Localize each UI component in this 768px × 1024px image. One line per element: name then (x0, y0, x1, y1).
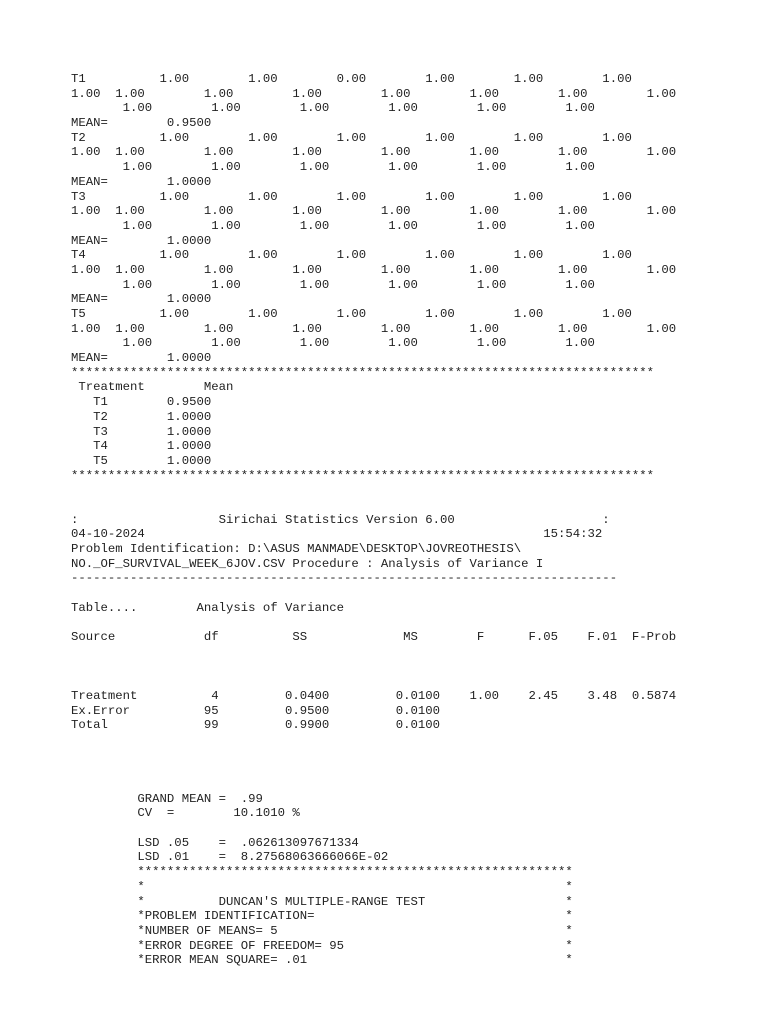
output-line: T5 1.0000 (71, 453, 212, 468)
output-line (71, 733, 751, 748)
output-line (71, 615, 751, 630)
output-line: 1.00 1.00 1.00 1.00 1.00 1.00 (71, 277, 595, 292)
output-line: Problem Identification: D:\ASUS MANMADE\DESKTOP\JOVREOTHESIS\ (71, 542, 522, 556)
output-line (71, 821, 751, 836)
output-line: 1.00 1.00 1.00 1.00 1.00 1.00 (71, 160, 595, 175)
output-line: 1.00 1.00 1.00 1.00 1.00 1.00 (71, 101, 595, 116)
output-line: * * (71, 879, 573, 894)
output-line (71, 483, 751, 498)
output-line: LSD .01 = 8.27568063666066E-02 (71, 850, 389, 865)
output-line: 1.00 1.00 1.00 1.00 1.00 1.00 1.00 1.00 (71, 86, 677, 101)
output-line: T4 1.0000 (71, 439, 212, 454)
output-line: * DUNCAN'S MULTIPLE-RANGE TEST * (71, 894, 573, 909)
output-line: 1.00 1.00 1.00 1.00 1.00 1.00 1.00 1.00 (71, 262, 677, 277)
output-line: NO._OF_SURVIVAL_WEEK_6JOV.CSV Procedure : Analysis of Variance I (71, 556, 544, 571)
output-line: 1.00 1.00 1.00 1.00 1.00 1.00 (71, 218, 595, 233)
output-line: Table.... Analysis of Variance (71, 600, 345, 615)
output-line: T3 1.0000 (71, 424, 212, 439)
output-line: T1 1.00 1.00 0.00 1.00 1.00 1.00 (71, 72, 632, 86)
output-line: *PROBLEM IDENTIFICATION= * (71, 909, 573, 924)
output-line: Ex.Error 95 0.9500 0.0100 (71, 703, 440, 718)
output-line: *ERROR DEGREE OF FREEDOM= 95 * (71, 938, 573, 953)
output-line: Source df SS MS F F.05 F.01 F-Prob (71, 630, 677, 645)
output-line: Treatment 4 0.0400 0.0100 1.00 2.45 3.48 0.5874 (71, 688, 677, 703)
output-line: MEAN= 1.0000 (71, 174, 212, 189)
output-line (71, 660, 751, 675)
output-line: T2 1.0000 (71, 409, 212, 424)
output-line: MEAN= 1.0000 (71, 351, 212, 366)
output-line: CV = 10.1010 % (71, 806, 300, 821)
statistics-output-document (71, 72, 751, 968)
output-line: T1 0.9500 (71, 395, 212, 410)
output-line: *NUMBER OF MEANS= 5 * (71, 923, 573, 938)
output-line: T5 1.00 1.00 1.00 1.00 1.00 1.00 (71, 307, 632, 321)
output-line (71, 674, 751, 689)
output-line: 1.00 1.00 1.00 1.00 1.00 1.00 (71, 336, 595, 351)
output-line: Treatment Mean (71, 380, 234, 395)
output-line: 1.00 1.00 1.00 1.00 1.00 1.00 1.00 1.00 (71, 145, 677, 160)
output-line (71, 498, 751, 513)
output-line: : Sirichai Statistics Version 6.00 : (71, 512, 610, 527)
output-line (71, 645, 751, 660)
output-line: ******************************************************************************* (71, 468, 654, 483)
output-line (71, 762, 751, 777)
output-line: *********************************************************** (71, 865, 573, 880)
output-line: T4 1.00 1.00 1.00 1.00 1.00 1.00 (71, 248, 632, 263)
output-line: Total 99 0.9900 0.0100 (71, 718, 440, 733)
output-line: MEAN= 1.0000 (71, 233, 212, 248)
output-line: T3 1.00 1.00 1.00 1.00 1.00 1.00 (71, 189, 632, 204)
output-line: 1.00 1.00 1.00 1.00 1.00 1.00 1.00 1.00 (71, 321, 677, 336)
output-line: 1.00 1.00 1.00 1.00 1.00 1.00 1.00 1.00 (71, 204, 677, 219)
output-line: GRAND MEAN = .99 (71, 791, 263, 806)
output-line: LSD .05 = .062613097671334 (71, 835, 359, 850)
output-line: MEAN= 0.9500 (71, 116, 212, 131)
output-line: *ERROR MEAN SQUARE= .01 * (71, 953, 573, 968)
output-line: ******************************************************************************* (71, 365, 654, 380)
output-line: T2 1.00 1.00 1.00 1.00 1.00 1.00 (71, 130, 632, 145)
output-line: -------------------------------------------------------------------------- (71, 571, 618, 586)
output-line: 04-10-2024 15:54:32 (71, 527, 603, 542)
output-line (71, 748, 751, 763)
output-line (71, 586, 751, 601)
output-line (71, 777, 751, 792)
output-line: MEAN= 1.0000 (71, 292, 212, 307)
